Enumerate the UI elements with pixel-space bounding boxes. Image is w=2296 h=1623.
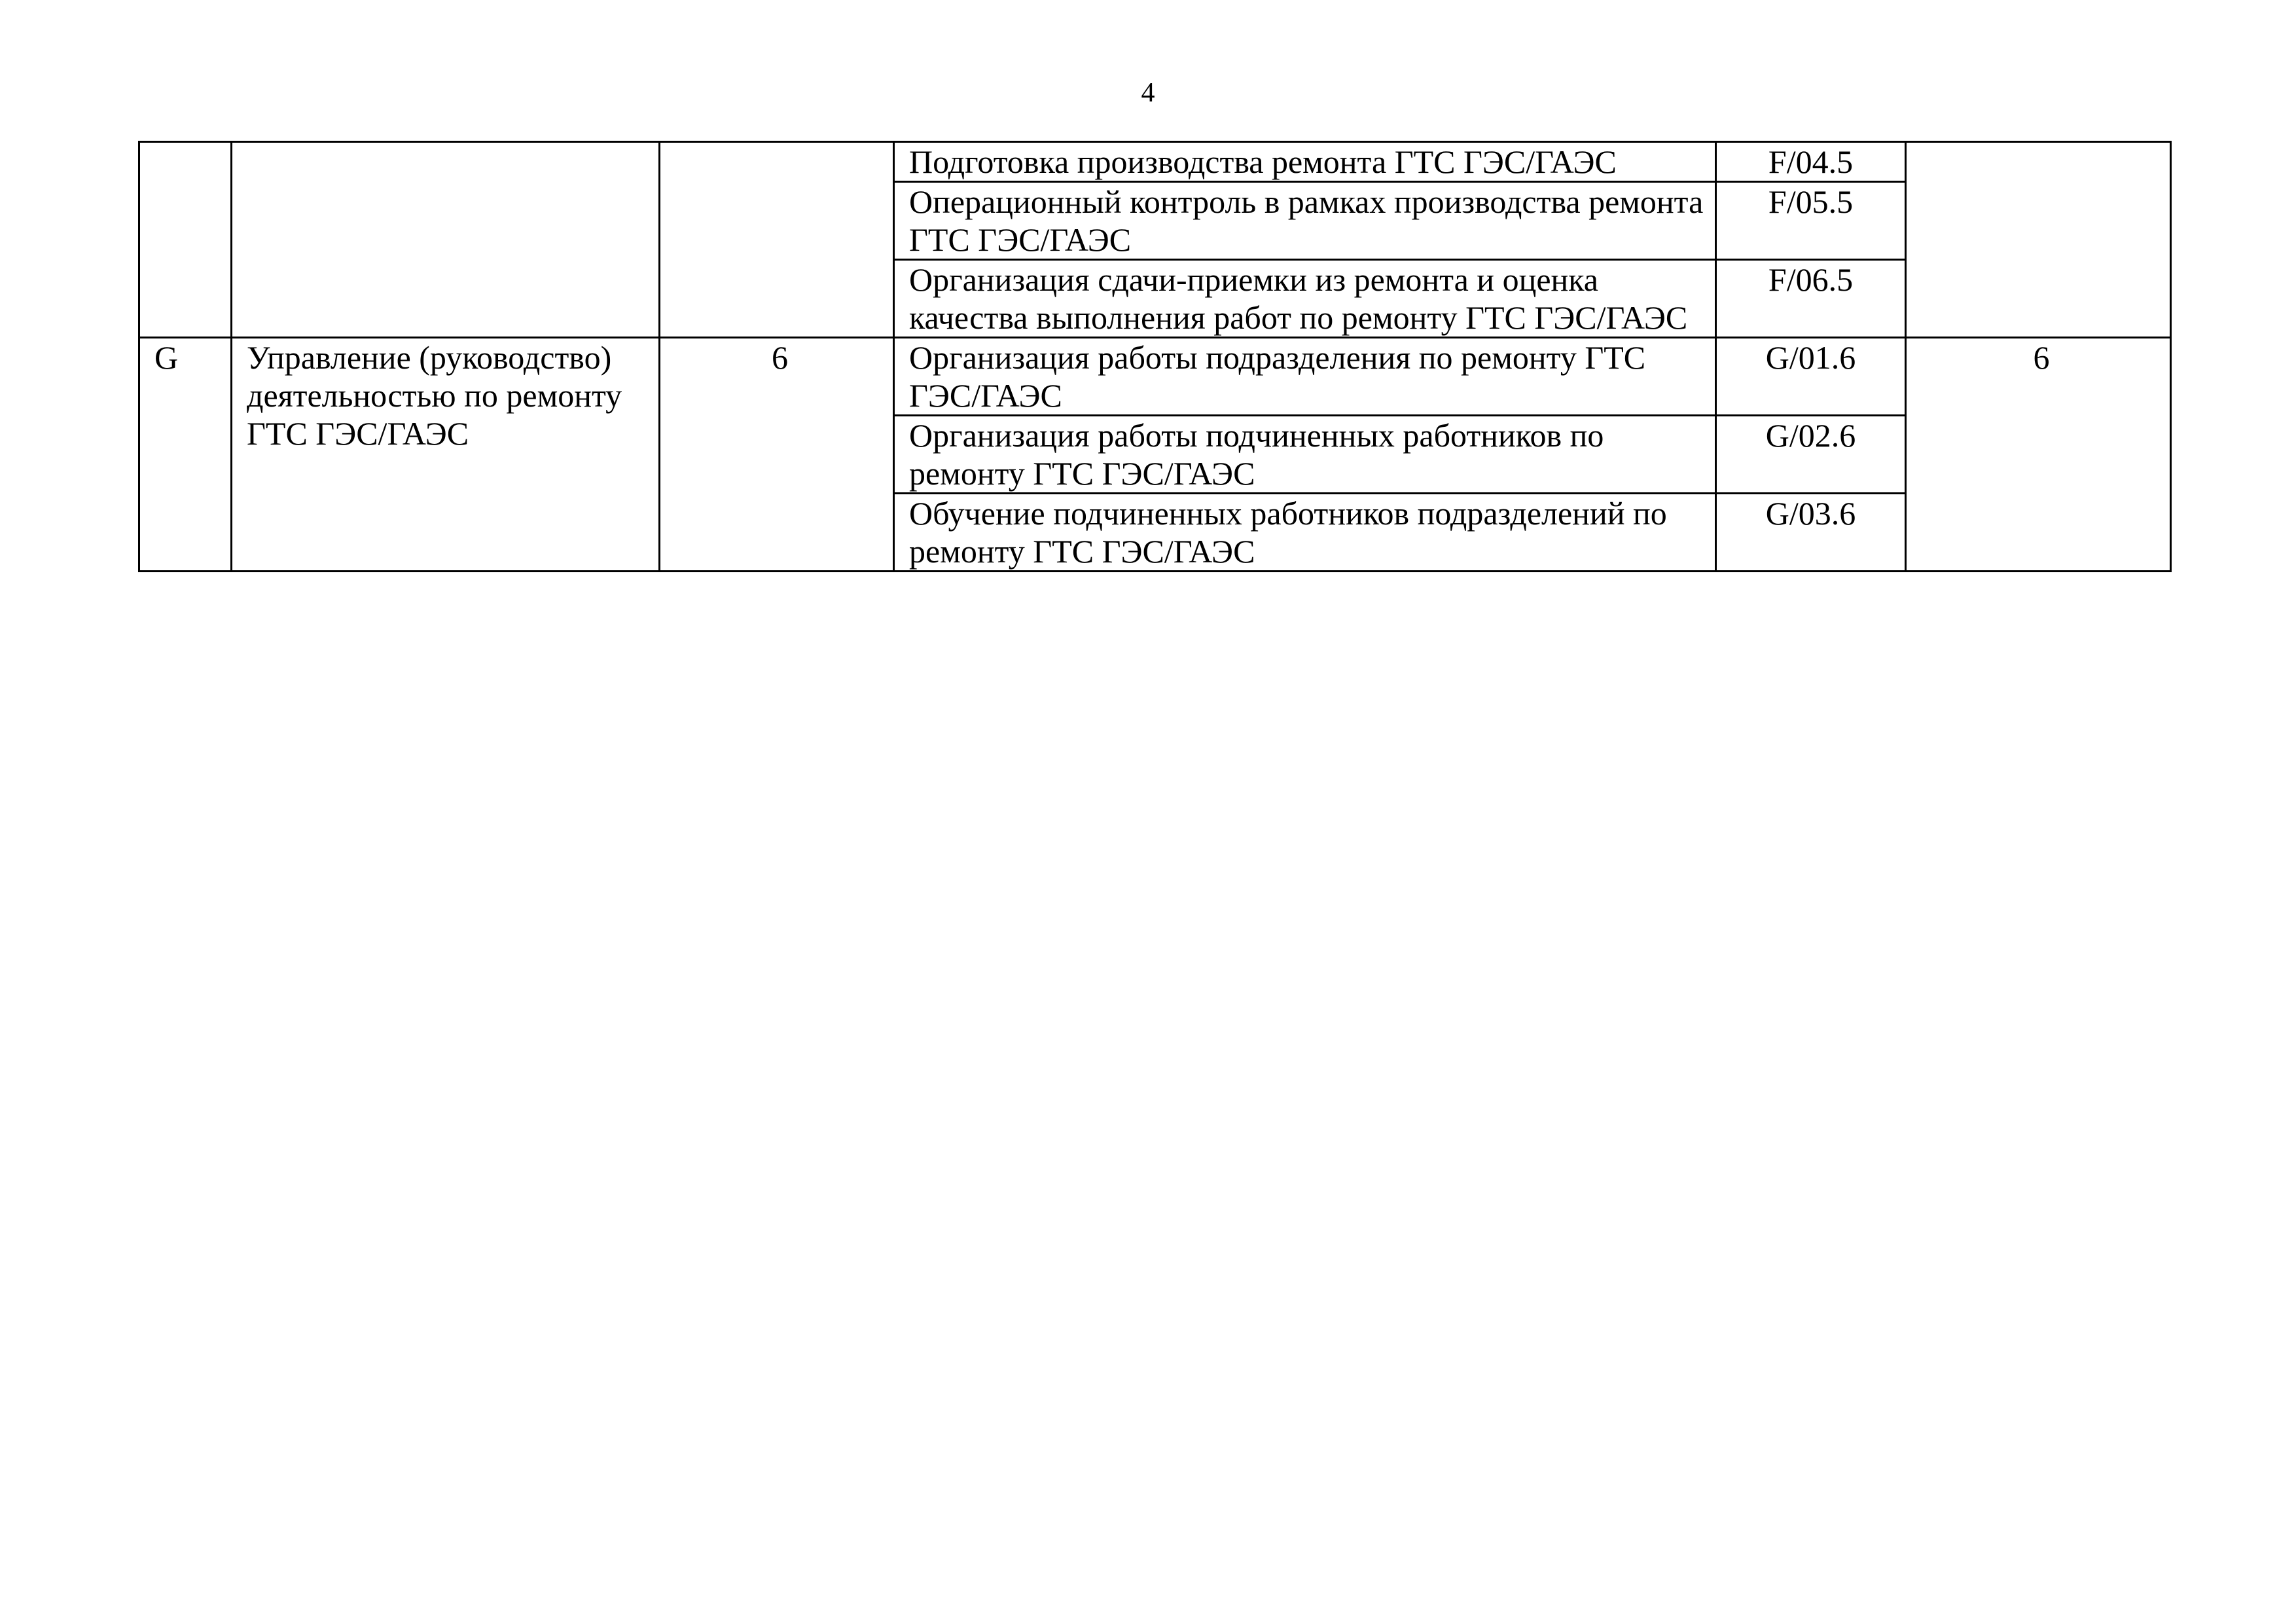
generalized-name-cell-g: Управление (руководство) деятельностью по ремонту ГТС ГЭС/ГАЭС xyxy=(232,338,660,572)
table-row xyxy=(139,338,2171,416)
generalized-code-cell-f xyxy=(139,142,232,338)
function-code-cell: G/01.6 xyxy=(1716,338,1906,416)
function-code-cell: G/03.6 xyxy=(1716,494,1906,572)
function-level-cell-g: 6 xyxy=(1906,338,2171,572)
function-name-cell: Подготовка производства ремонта ГТС ГЭС/ГАЭС xyxy=(894,142,1716,182)
functions-table xyxy=(138,141,2172,572)
function-name-cell: Операционный контроль в рамках производства ремонта ГТС ГЭС/ГАЭС xyxy=(894,182,1716,260)
function-code-cell: F/05.5 xyxy=(1716,182,1906,260)
function-name-cell: Обучение подчиненных работников подразделений по ремонту ГТС ГЭС/ГАЭС xyxy=(894,494,1716,572)
table-row xyxy=(139,142,2171,182)
generalized-level-cell-g: 6 xyxy=(660,338,894,572)
generalized-name-cell-f xyxy=(232,142,660,338)
function-name-cell: Организация работы подразделения по ремонту ГТС ГЭС/ГАЭС xyxy=(894,338,1716,416)
function-code-cell: F/06.5 xyxy=(1716,260,1906,338)
generalized-code-cell-g: G xyxy=(139,338,232,572)
function-name-cell: Организация работы подчиненных работников по ремонту ГТС ГЭС/ГАЭС xyxy=(894,416,1716,494)
function-code-cell: F/04.5 xyxy=(1716,142,1906,182)
generalized-level-cell-f xyxy=(660,142,894,338)
function-level-cell-f xyxy=(1906,142,2171,338)
function-name-cell: Организация сдачи-приемки из ремонта и оценка качества выполнения работ по ремонту ГТС ГЭС/ГАЭС xyxy=(894,260,1716,338)
function-code-cell: G/02.6 xyxy=(1716,416,1906,494)
page-number: 4 xyxy=(1141,78,1155,108)
